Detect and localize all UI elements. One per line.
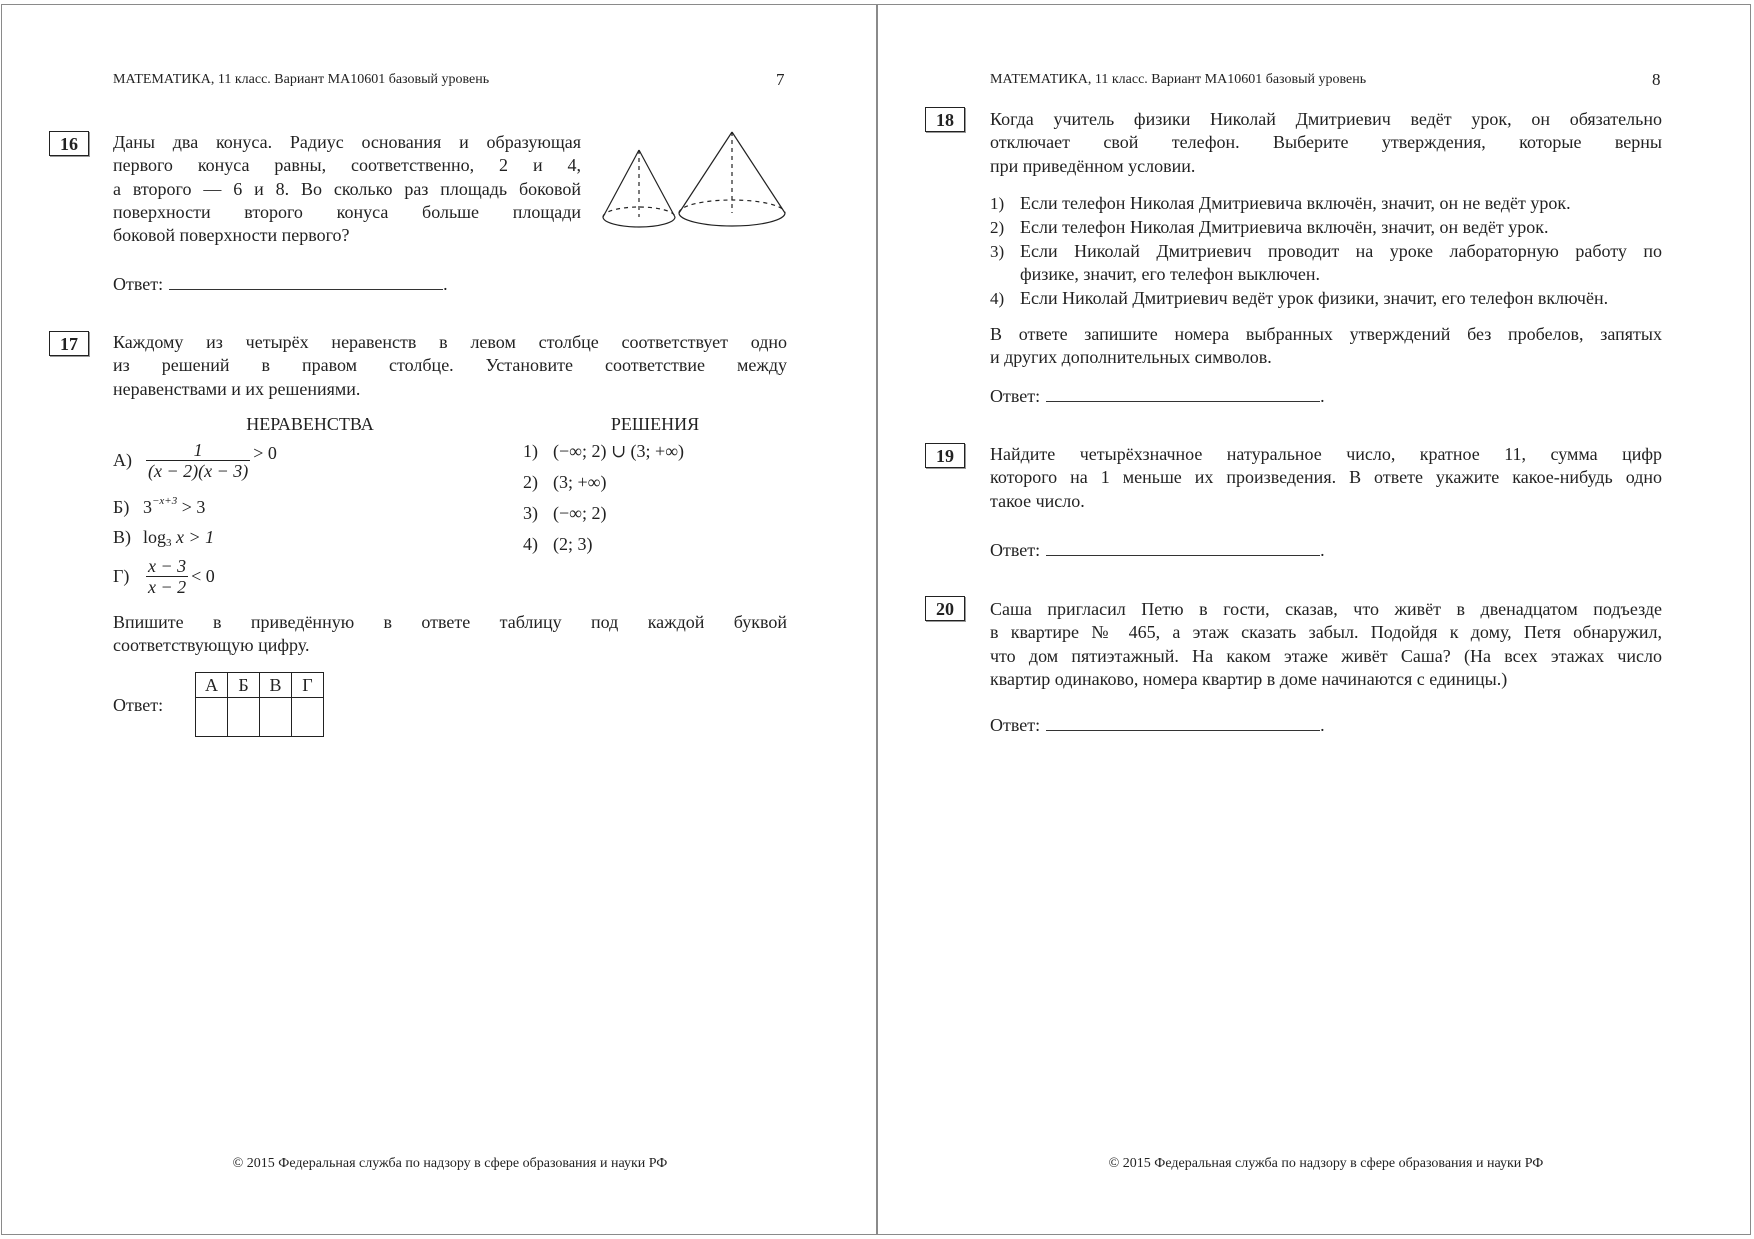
answer-blank[interactable] <box>1046 716 1320 731</box>
solution-1 <box>523 441 684 462</box>
text-line: отключает свой телефон. Выберите утверждения, которые верны <box>990 132 1662 153</box>
text-line: а второго — 6 и 8. Во сколько раз площадь боковой <box>113 178 581 199</box>
question-number-box: 18 <box>925 107 965 132</box>
fraction <box>146 440 250 481</box>
page-number: 8 <box>1652 70 1661 89</box>
option-text <box>1020 216 1662 240</box>
inequality-label: Б) <box>113 497 130 517</box>
page-divider <box>876 4 878 1235</box>
text-line: Найдите четырёхзначное натуральное число, кратное 11, сумма цифр <box>990 444 1662 464</box>
numerator: 1 <box>193 440 203 460</box>
text-line: неравенствами и их решениями. <box>113 378 361 399</box>
question-number-box: 16 <box>49 131 89 156</box>
answer-period: . <box>443 274 448 294</box>
small-cone <box>603 150 675 227</box>
text-line: в квартире № 465, а этаж сказать забыл. Подойдя к дому, Петя обнаружил, <box>990 622 1662 643</box>
solution-label: 4) <box>523 534 538 554</box>
text-line: Когда учитель физики Николай Дмитриевич ведёт урок, он обязательно <box>990 109 1662 129</box>
text-line: которого на 1 меньше их произведения. В ответе укажите какое-нибудь одно <box>990 467 1662 488</box>
option-2 <box>990 216 1662 240</box>
option-text <box>1020 240 1662 287</box>
fraction <box>146 556 188 597</box>
answer-label: Ответ: <box>990 386 1041 406</box>
relation: > 0 <box>253 443 277 463</box>
question-19-text <box>990 443 1662 513</box>
solution-3 <box>523 503 606 524</box>
inequality-label: В) <box>113 526 131 547</box>
relation: x > 1 <box>176 526 215 547</box>
answer-label: Ответ: <box>990 540 1041 560</box>
text-line: первого конуса равны, соответственно, 2 и 4, <box>113 155 581 176</box>
answer-cell-v[interactable] <box>260 698 292 737</box>
answer-label: Ответ: <box>113 274 164 294</box>
text-line: квартир одинаково, номера квартир в доме начинаются с единицы.) <box>990 668 1508 689</box>
question-16-text <box>113 131 581 247</box>
page-header: МАТЕМАТИКА, 11 класс. Вариант МА10601 базовый уровень <box>113 72 490 87</box>
solution-label: 1) <box>523 441 538 461</box>
solution-value: (−∞; 2) ∪ (3; +∞) <box>553 441 685 461</box>
text-line: при приведённом условии. <box>990 155 1196 176</box>
answer-blank[interactable] <box>1046 387 1320 402</box>
table-header-g: Г <box>292 673 324 698</box>
cones-figure <box>595 125 795 237</box>
answer-field-20[interactable] <box>990 715 1325 736</box>
question-20-text <box>990 598 1662 691</box>
table-header-a: А <box>196 673 228 698</box>
log-base: 3 <box>166 537 172 549</box>
inequality-g <box>113 556 215 597</box>
text-line: Впишите в приведённую в ответе таблицу под каждой буквой <box>113 612 787 632</box>
answer-label: Ответ: <box>113 695 164 715</box>
large-cone <box>679 132 785 226</box>
text-line: что дом пятиэтажный. На каком этаже живёт Саша? (На всех этажах число <box>990 645 1662 666</box>
answer-cell-b[interactable] <box>228 698 260 737</box>
option-label: 1) <box>990 194 1005 213</box>
denominator: x − 2 <box>148 577 187 597</box>
text-line: из решений в правом столбце. Установите соответствие между <box>113 355 787 376</box>
text-line: Если телефон Николая Дмитриевича включён, значит, он не ведёт урок. <box>1020 193 1571 213</box>
option-4 <box>990 287 1662 311</box>
inequality-label: Г) <box>113 566 130 586</box>
answer-cell-a[interactable] <box>196 698 228 737</box>
solution-value: (−∞; 2) <box>553 503 607 523</box>
question-number-box: 20 <box>925 596 965 621</box>
relation: > 3 <box>181 497 206 517</box>
option-label: 3) <box>990 242 1005 261</box>
text-line: боковой поверхности первого? <box>113 225 350 246</box>
text-line: Если Николай Дмитриевич проводит на уроке лабораторную работу по <box>1020 241 1662 261</box>
solution-4 <box>523 534 593 555</box>
question-number-box: 19 <box>925 443 965 468</box>
relation: < 0 <box>191 566 215 586</box>
answer-field-18[interactable] <box>990 386 1325 407</box>
text-line: Даны два конуса. Радиус основания и образующая <box>113 132 581 152</box>
question-17-instruction <box>113 611 787 658</box>
log-function: log <box>143 526 167 547</box>
text-line: Если Николай Дмитриевич ведёт урок физики, значит, его телефон включён. <box>1020 287 1609 308</box>
inequality-b <box>113 494 206 518</box>
answer-period: . <box>1320 715 1325 735</box>
text-line: физике, значит, его телефон выключен. <box>1020 264 1321 285</box>
page-header: МАТЕМАТИКА, 11 класс. Вариант МА10601 базовый уровень <box>990 72 1367 87</box>
option-1 <box>990 192 1662 216</box>
text-line: поверхности второго конуса больше площади <box>113 201 581 222</box>
option-3 <box>990 240 1662 287</box>
answer-period: . <box>1320 386 1325 406</box>
solutions-header: РЕШЕНИЯ <box>610 414 700 434</box>
text-line: В ответе запишите номера выбранных утверждений без пробелов, запятых <box>990 324 1662 344</box>
solution-2 <box>523 472 606 493</box>
option-text <box>1020 192 1662 216</box>
exponent: −x+3 <box>152 494 178 507</box>
text-line: Саша пригласил Петю в гости, сказав, что живёт в двенадцатом подъезде <box>990 599 1662 619</box>
answer-cell-g[interactable] <box>292 698 324 737</box>
solution-label: 3) <box>523 503 538 523</box>
option-text <box>1020 287 1662 311</box>
inequality-label: А) <box>113 450 132 470</box>
inequality-a <box>113 440 277 481</box>
answer-blank[interactable] <box>1046 541 1320 556</box>
table-header-v: В <box>260 673 292 698</box>
numerator: x − 3 <box>148 556 187 576</box>
solution-label: 2) <box>523 472 538 492</box>
text-line: и других дополнительных символов. <box>990 347 1272 368</box>
page-number: 7 <box>776 70 785 89</box>
option-label: 2) <box>990 218 1005 237</box>
answer-label: Ответ: <box>990 715 1041 735</box>
answer-blank[interactable] <box>169 275 443 290</box>
inequalities-header: НЕРАВЕНСТВА <box>246 414 374 434</box>
page-footer: © 2015 Федеральная служба по надзору в сфере образования и науки РФ <box>1108 1156 1544 1171</box>
text-line: такое число. <box>990 490 1085 511</box>
denominator: (x − 2)(x − 3) <box>148 461 249 481</box>
question-18-options <box>990 192 1662 311</box>
table-header-b: Б <box>228 673 260 698</box>
text-line: соответствующую цифру. <box>113 635 310 656</box>
question-number-box: 17 <box>49 331 89 356</box>
text-line: Каждому из четырёх неравенств в левом столбце соответствует одно <box>113 332 787 352</box>
base: 3 <box>143 497 152 517</box>
question-18-instruction <box>990 323 1662 370</box>
answer-field-19[interactable] <box>990 540 1325 561</box>
page-footer: © 2015 Федеральная служба по надзору в сфере образования и науки РФ <box>232 1156 668 1171</box>
question-18-text <box>990 108 1662 178</box>
option-label: 4) <box>990 288 1005 308</box>
solution-value: (2; 3) <box>553 534 593 554</box>
inequality-v <box>113 525 214 549</box>
answer-field-16[interactable] <box>113 274 448 295</box>
question-17-text <box>113 331 787 401</box>
answer-period: . <box>1320 540 1325 560</box>
answer-table <box>195 672 324 737</box>
solution-value: (3; +∞) <box>553 472 607 492</box>
text-line: Если телефон Николая Дмитриевича включён, значит, он ведёт урок. <box>1020 217 1549 237</box>
